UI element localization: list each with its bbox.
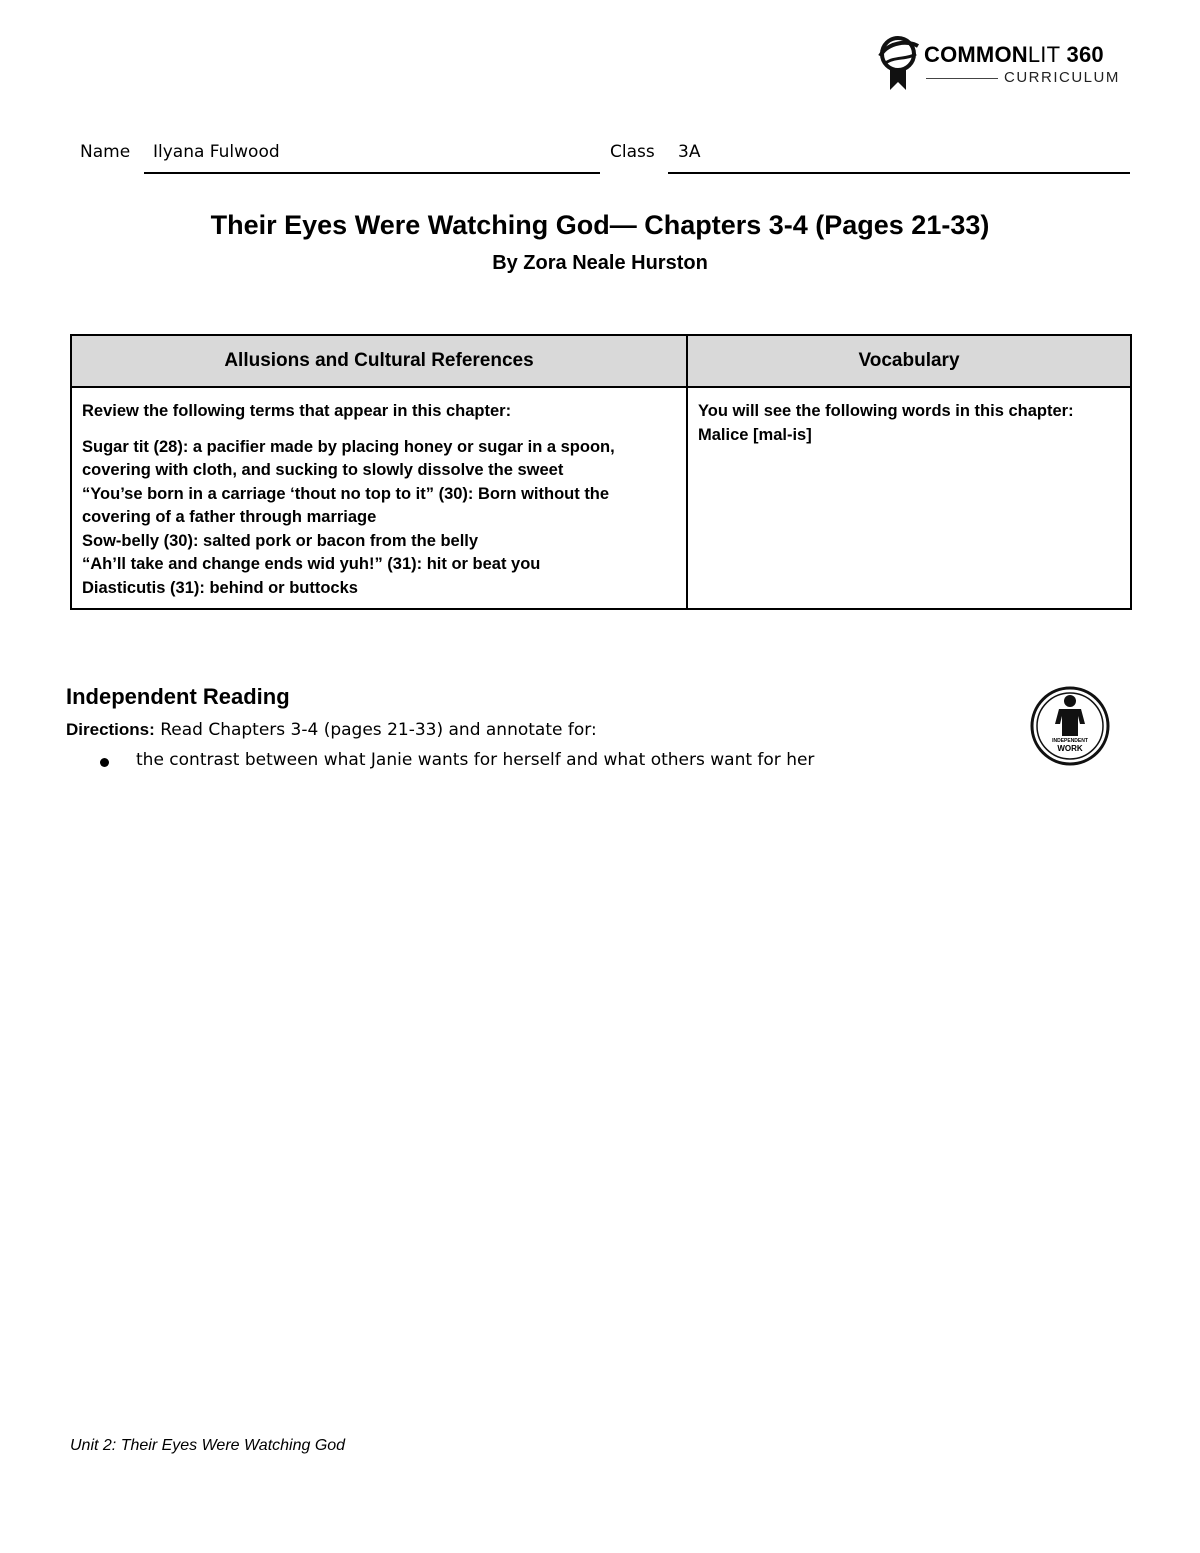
bullet-icon <box>100 758 109 767</box>
document-author: By Zora Neale Hurston <box>492 252 708 274</box>
logo-brand-bold: COMMON <box>924 42 1028 67</box>
vocabulary-cell <box>687 387 1131 609</box>
logo-brand-light: LIT <box>1027 42 1061 67</box>
allusions-cell <box>71 387 687 609</box>
page-footer: Unit 2: Their Eyes Were Watching God <box>70 1437 346 1454</box>
name-value[interactable]: Ilyana Fulwood <box>153 142 280 162</box>
bullet-text: the contrast between what Janie wants for herself and what others want for her <box>136 750 815 770</box>
class-underline <box>668 172 1130 174</box>
vocabulary-word: Malice [mal-is] <box>698 425 812 444</box>
independent-work-person-icon <box>1030 686 1110 766</box>
document-title: Their Eyes Were Watching God— Chapters 3-4 (Pages 21-33) <box>210 210 990 240</box>
commonlit-logo <box>876 34 1136 94</box>
independent-work-badge <box>1030 686 1110 766</box>
name-label: Name <box>80 142 131 162</box>
list-item: “Ah’ll take and change ends wid yuh!” (31): hit or beat you <box>82 555 541 573</box>
allusions-header: Allusions and Cultural References <box>71 335 687 387</box>
class-value[interactable]: 3A <box>678 142 701 162</box>
terms-table <box>70 334 1132 610</box>
directions-label: Directions: <box>66 720 155 739</box>
table-header-row <box>71 335 1131 387</box>
vocabulary-header: Vocabulary <box>687 335 1131 387</box>
table-row <box>71 387 1131 609</box>
vocabulary-intro: You will see the following words in this chapter: <box>698 402 1074 420</box>
directions <box>66 720 597 740</box>
list-item: “You’se born in a carriage ‘thout no top to it” (30): Born without the covering of a father through marriage <box>82 484 610 526</box>
allusions-list <box>82 436 676 601</box>
class-label: Class <box>610 142 655 162</box>
logo-subtitle: CURRICULUM <box>1004 69 1120 86</box>
list-item: Diasticutis (31): behind or buttocks <box>82 578 358 597</box>
section-heading: Independent Reading <box>66 684 290 709</box>
commonlit-ribbon-logo-icon <box>876 34 922 92</box>
list-item: Sow-belly (30): salted pork or bacon from the belly <box>82 531 479 550</box>
allusions-intro: Review the following terms that appear in this chapter: <box>82 402 512 420</box>
logo-divider <box>926 78 998 79</box>
name-underline <box>144 172 600 174</box>
directions-text: Read Chapters 3-4 (pages 21-33) and annotate for: <box>154 720 597 740</box>
badge-label-line1: INDEPENDENT <box>1052 738 1088 744</box>
list-item: Sugar tit (28): a pacifier made by placing honey or sugar in a spoon, covering with cloth, and sucking to slowly dissolve the sweet <box>82 437 615 479</box>
badge-label-line2: WORK <box>1057 744 1083 753</box>
logo-brand-number: 360 <box>1060 42 1104 67</box>
